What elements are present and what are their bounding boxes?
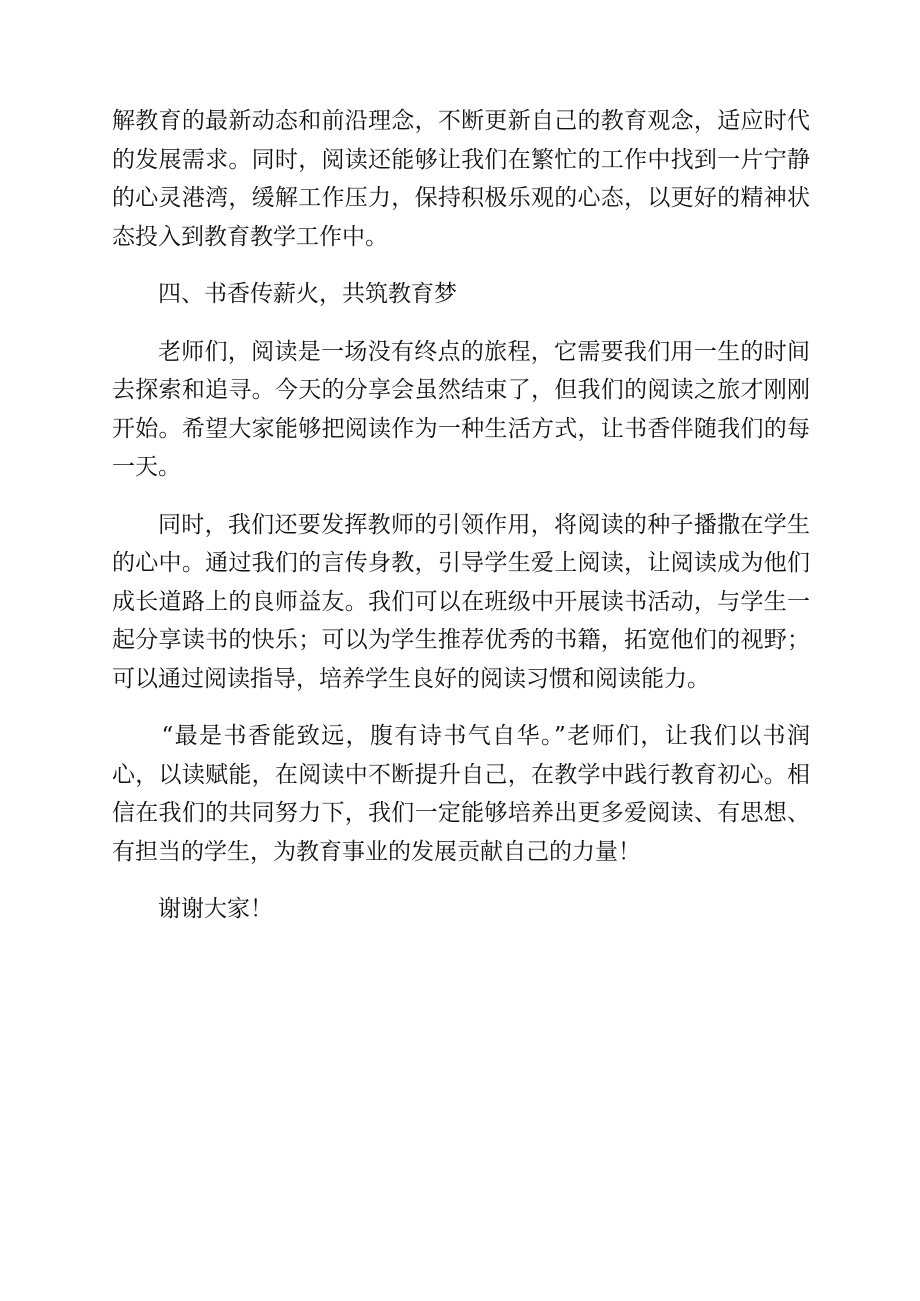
section-heading: 四、书香传薪火，共筑教育梦 xyxy=(158,281,457,307)
paragraph-thanks: 谢谢大家！ xyxy=(158,896,273,922)
paragraph-teacher-guidance: 同时，我们还要发挥教师的引领作用，将阅读的种子播撒在学生的心中。通过我们的言传身教，引导学生爱上阅读，让阅读成为他们成长道路上的良师益友。我们可以在班级中开展读书活动，与学生一起分享读书的快乐；可以为学生推荐优秀的书籍，拓宽他们的视野；可以通过阅读指导，培养学生良好的阅读习惯和阅读能力。 xyxy=(112,511,810,692)
paragraph-closing-quote: “最是书香能致远，腹有诗书气自华。”老师们，让我们以书润心，以读赋能，在阅读中不断提升自己，在教学中践行教育初心。相信在我们的共同努力下，我们一定能够培养出更多爱阅读、有思想、有担当的学生，为教育事业的发展贡献自己的力量！ xyxy=(112,723,810,865)
paragraph-reading-journey: 老师们，阅读是一场没有终点的旅程，它需要我们用一生的时间去探索和追寻。今天的分享会虽然结束了，但我们的阅读之旅才刚刚开始。希望大家能够把阅读作为一种生活方式，让书香伴随我们的每一天。 xyxy=(112,338,810,480)
paragraph-continuation: 解教育的最新动态和前沿理念，不断更新自己的教育观念，适应时代的发展需求。同时，阅读还能够让我们在繁忙的工作中找到一片宁静的心灵港湾，缓解工作压力，保持积极乐观的心态，以更好的精神状态投入到教育教学工作中。 xyxy=(112,108,810,250)
document-body xyxy=(112,102,810,929)
